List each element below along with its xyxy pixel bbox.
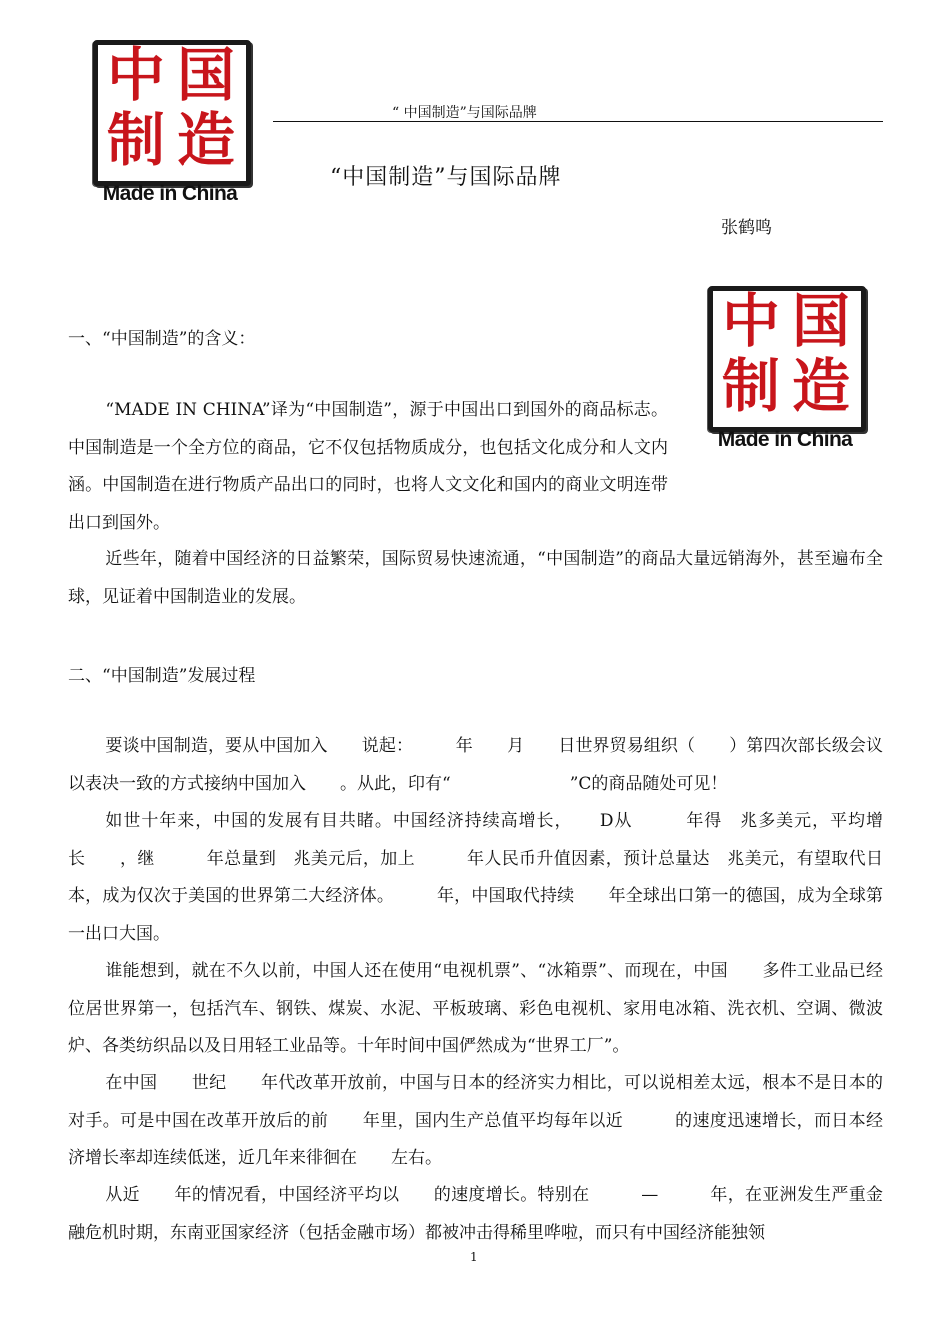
running-header [280,102,880,122]
section-2-paragraph-4: 在中国 世纪 年代改革开放前，中国与日本的经济实力相比，可以说相差太远，根本不是日本的对手。可是中国在改革开放后的前 年里，国内生产总值平均每年以近 的速度迅速增长，而日本经济增长率却连续低迷，近几年来徘徊在 左右。 [68,1073,883,1168]
section-2-paragraph-1: 要谈中国制造，要从中国加入 说起： 年 月 日世界贸易组织（ ）第四次部长级会议以表决一致的方式接纳中国加入 。从此，印有“ ”C的商品随处可见！ [68,736,883,794]
made-in-china-logo-right [700,282,870,462]
logo-caption: Made in China [102,182,238,205]
logo-char: 造 [176,106,235,174]
logo-characters [716,287,856,420]
logo-characters [101,41,241,174]
logo-caption: Made in China [717,428,853,451]
logo-char: 中 [721,287,780,355]
logo-char: 制 [721,352,780,420]
section-2-paragraph-5: 从近 年的情况看，中国经济平均以 的速度增长。特别在 — 年，在亚洲发生严重金融危机时期，东南亚国家经济（包括金融市场）都被冲击得稀里哗啦，而只有中国经济能独领 [68,1185,883,1243]
section-1-heading: 一、“中国制造”的含义： [68,329,256,349]
section-2-paragraph-3: 谁能想到，就在不久以前，中国人还在使用“电视机票”、“冰箱票”、而现在，中国 多件工业品已经位居世界第一，包括汽车、钢铁、煤炭、水泥、平板玻璃、彩色电视机、家用电冰箱、洗衣机、空调、微波炉、各类纺织品以及日用轻工业品等。十年时间中国俨然成为“世界工厂”。 [68,961,883,1056]
logo-char: 中 [106,41,165,109]
document-title: “中国制造”与国际品牌 [330,165,562,190]
section-1-paragraph-2: 近些年，随着中国经济的日益繁荣，国际贸易快速流通，“中国制造”的商品大量远销海外，甚至遍布全球，见证着中国制造业的发展。 [68,549,883,607]
header-divider [273,121,883,122]
made-in-china-logo-top [85,36,255,216]
author-name: 张鹤鸣 [721,218,772,238]
section-2-heading: 二、“中国制造”发展过程 [68,666,256,686]
page-number: 1 [470,1250,478,1264]
running-header-text: “ 中国制造”与国际品牌 [392,105,537,121]
section-1-paragraph-1: “MADE IN CHINA”译为“中国制造”，源于中国出口到国外的商品标志。中国制造是一个全方位的商品，它不仅包括物质成分，也包括文化成分和人文内涵。中国制造在进行物质产品出口的同时，也将人文文化和国内的商业文明连带出口到国外。 [68,400,668,533]
logo-char: 制 [106,106,165,174]
logo-char: 造 [791,352,850,420]
section-2-paragraph-2: 如世十年来，中国的发展有目共睹。中国经济持续高增长， D从 年得 兆多美元，平均增长 ，继 年总量到 兆美元后，加上 年人民币升值因素，预计总量达 兆美元，有望取代日本，成为仅次于美国的世界第二大经济体。 年，中国取代持续 年全球出口第一的德国，成为全球第一出口大国。 [68,811,883,944]
logo-char: 国 [176,41,235,109]
logo-char: 国 [791,287,850,355]
